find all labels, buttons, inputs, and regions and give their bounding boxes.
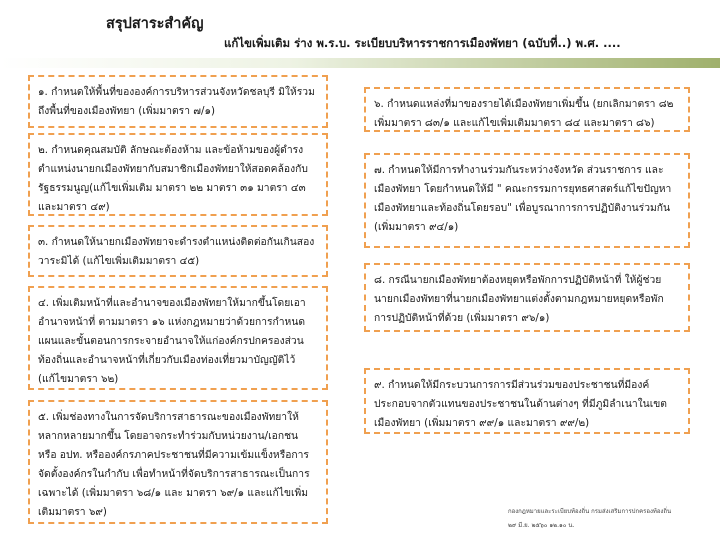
- footer-date: ๒๙ มี.ย. ๒๕๖๐ ๑๒.๑๐ น.: [508, 522, 575, 529]
- summary-item-text: ๙. กำหนดให้มีกระบวนการการมีส่วนร่วมของประชาชนที่มีองค์ประกอบจากตัวแทนของประชาชนในด้านต่างๆ ที่มีภูมิลำเนาในเขตเมืองพัทยา (เพิ่มมาตรา ๙๙/๑ และมาตรา ๙๙/๒): [374, 379, 667, 429]
- header-band: [0, 58, 720, 68]
- summary-item-text: ๕. เพิ่มช่องทางในการจัดบริการสาธารณะของเมืองพัทยาให้หลากหลายมากขึ้น โดยอาจกระทำร่วมกับหน่วยงาน/เอกชน หรือ อปท. หรือองค์กรภาคประชาชนที่มีความเข้มแข็งหรือการจัดตั้งองค์กรในกำกับ เพื่อทำหน้าที่จัดบริการสาธารณะเป็นการเฉพาะได้ (เพิ่มมาตรา ๖๘/๑ และ มาตรา ๖๙/๑ และแก้ไขเพิ่มเติมมาตรา ๖๙): [38, 411, 310, 518]
- summary-item-text: ๓. กำหนดให้นายกเมืองพัทยาจะดำรงตำแหน่งติดต่อกันเกินสองวาระมิได้ (แก้ไขเพิ่มเติมมาตรา ๔๕): [38, 236, 315, 267]
- summary-item-4: [28, 286, 328, 390]
- summary-item-6: [364, 87, 690, 132]
- summary-item-5: [28, 400, 328, 524]
- summary-item-text: ๗. กำหนดให้มีการทำงานร่วมกันระหว่างจังหวัด ส่วนราชการ และเมืองพัทยา โดยกำหนดให้มี " คณะกรรมการยุทธศาสตร์แก้ไขปัญหาเมืองพัทยาและท้องถิ่นโดยรอบ" เพื่อบูรณาการการปฏิบัติงานร่วมกัน (เพิ่มมาตรา ๙๔/๑): [374, 164, 672, 233]
- summary-item-text: ๔. เพิ่มเติมหน้าที่และอำนาจของเมืองพัทยาให้มากขึ้นโดยเอาอำนาจหน้าที่ ตามมาตรา ๑๖ แห่งกฎหมายว่าด้วยการกำหนดแผนและขั้นตอนการกระจายอำนาจให้แก่องค์กรปกครองส่วนท้องถิ่นและอำนาจหน้าที่เกี่ยวกับเมืองท่องเที่ยวมาบัญญัติไว้ (แก้ไขมาตรา ๖๒): [38, 297, 306, 385]
- summary-item-text: ๖. กำหนดแหล่งที่มาของรายได้เมืองพัทยาเพิ่มขึ้น (ยกเลิกมาตรา ๘๒ เพิ่มมาตรา ๘๓/๑ และแก้ไขเพิ่มเติมมาตรา ๘๔ และมาตรา ๘๖): [374, 98, 674, 129]
- summary-item-9: [364, 368, 690, 434]
- summary-item-text: ๒. กำหนดคุณสมบัติ ลักษณะต้องห้าม และข้อห้ามของผู้ดำรงตำแหน่งนายกเมืองพัทยากับสมาชิกเมืองพัทยาให้สอดคล้องกับรัฐธรรมนูญ(แก้ไขเพิ่มเติม มาตรา ๒๒ มาตรา ๓๑ มาตรา ๔๓ และมาตรา ๔๙): [38, 144, 308, 213]
- page-title: สรุปสาระสำคัญ: [106, 16, 204, 32]
- summary-item-8: [364, 263, 690, 332]
- summary-item-2: [28, 133, 328, 216]
- footer-source: กองกฎหมายและระเบียบท้องถิ่น กรมส่งเสริมการปกครองท้องถิ่น: [508, 508, 672, 515]
- summary-item-7: [364, 153, 690, 248]
- summary-item-text: ๑. กำหนดให้พื้นที่ขององค์การบริหารส่วนจังหวัดชลบุรี มิให้รวมถึงพื้นที่ของเมืองพัทยา (เพิ่มมาตรา ๗/๑): [38, 86, 315, 117]
- page-subtitle: แก้ไขเพิ่มเติม ร่าง พ.ร.บ. ระเบียบบริหารราชการเมืองพัทยา (ฉบับที่..) พ.ศ. ....: [224, 36, 621, 50]
- summary-item-3: [28, 225, 328, 277]
- summary-item-text: ๘. กรณีนายกเมืองพัทยาต้องหยุดหรือพักการปฏิบัติหน้าที่ ให้ผู้ช่วยนายกเมืองพัทยาที่นายกเมืองพัทยาแต่งตั้งตามกฎหมายหยุดหรือพักการปฏิบัติหน้าที่ด้วย (เพิ่มมาตรา ๙๖/๑): [374, 274, 664, 324]
- summary-item-1: [28, 75, 328, 128]
